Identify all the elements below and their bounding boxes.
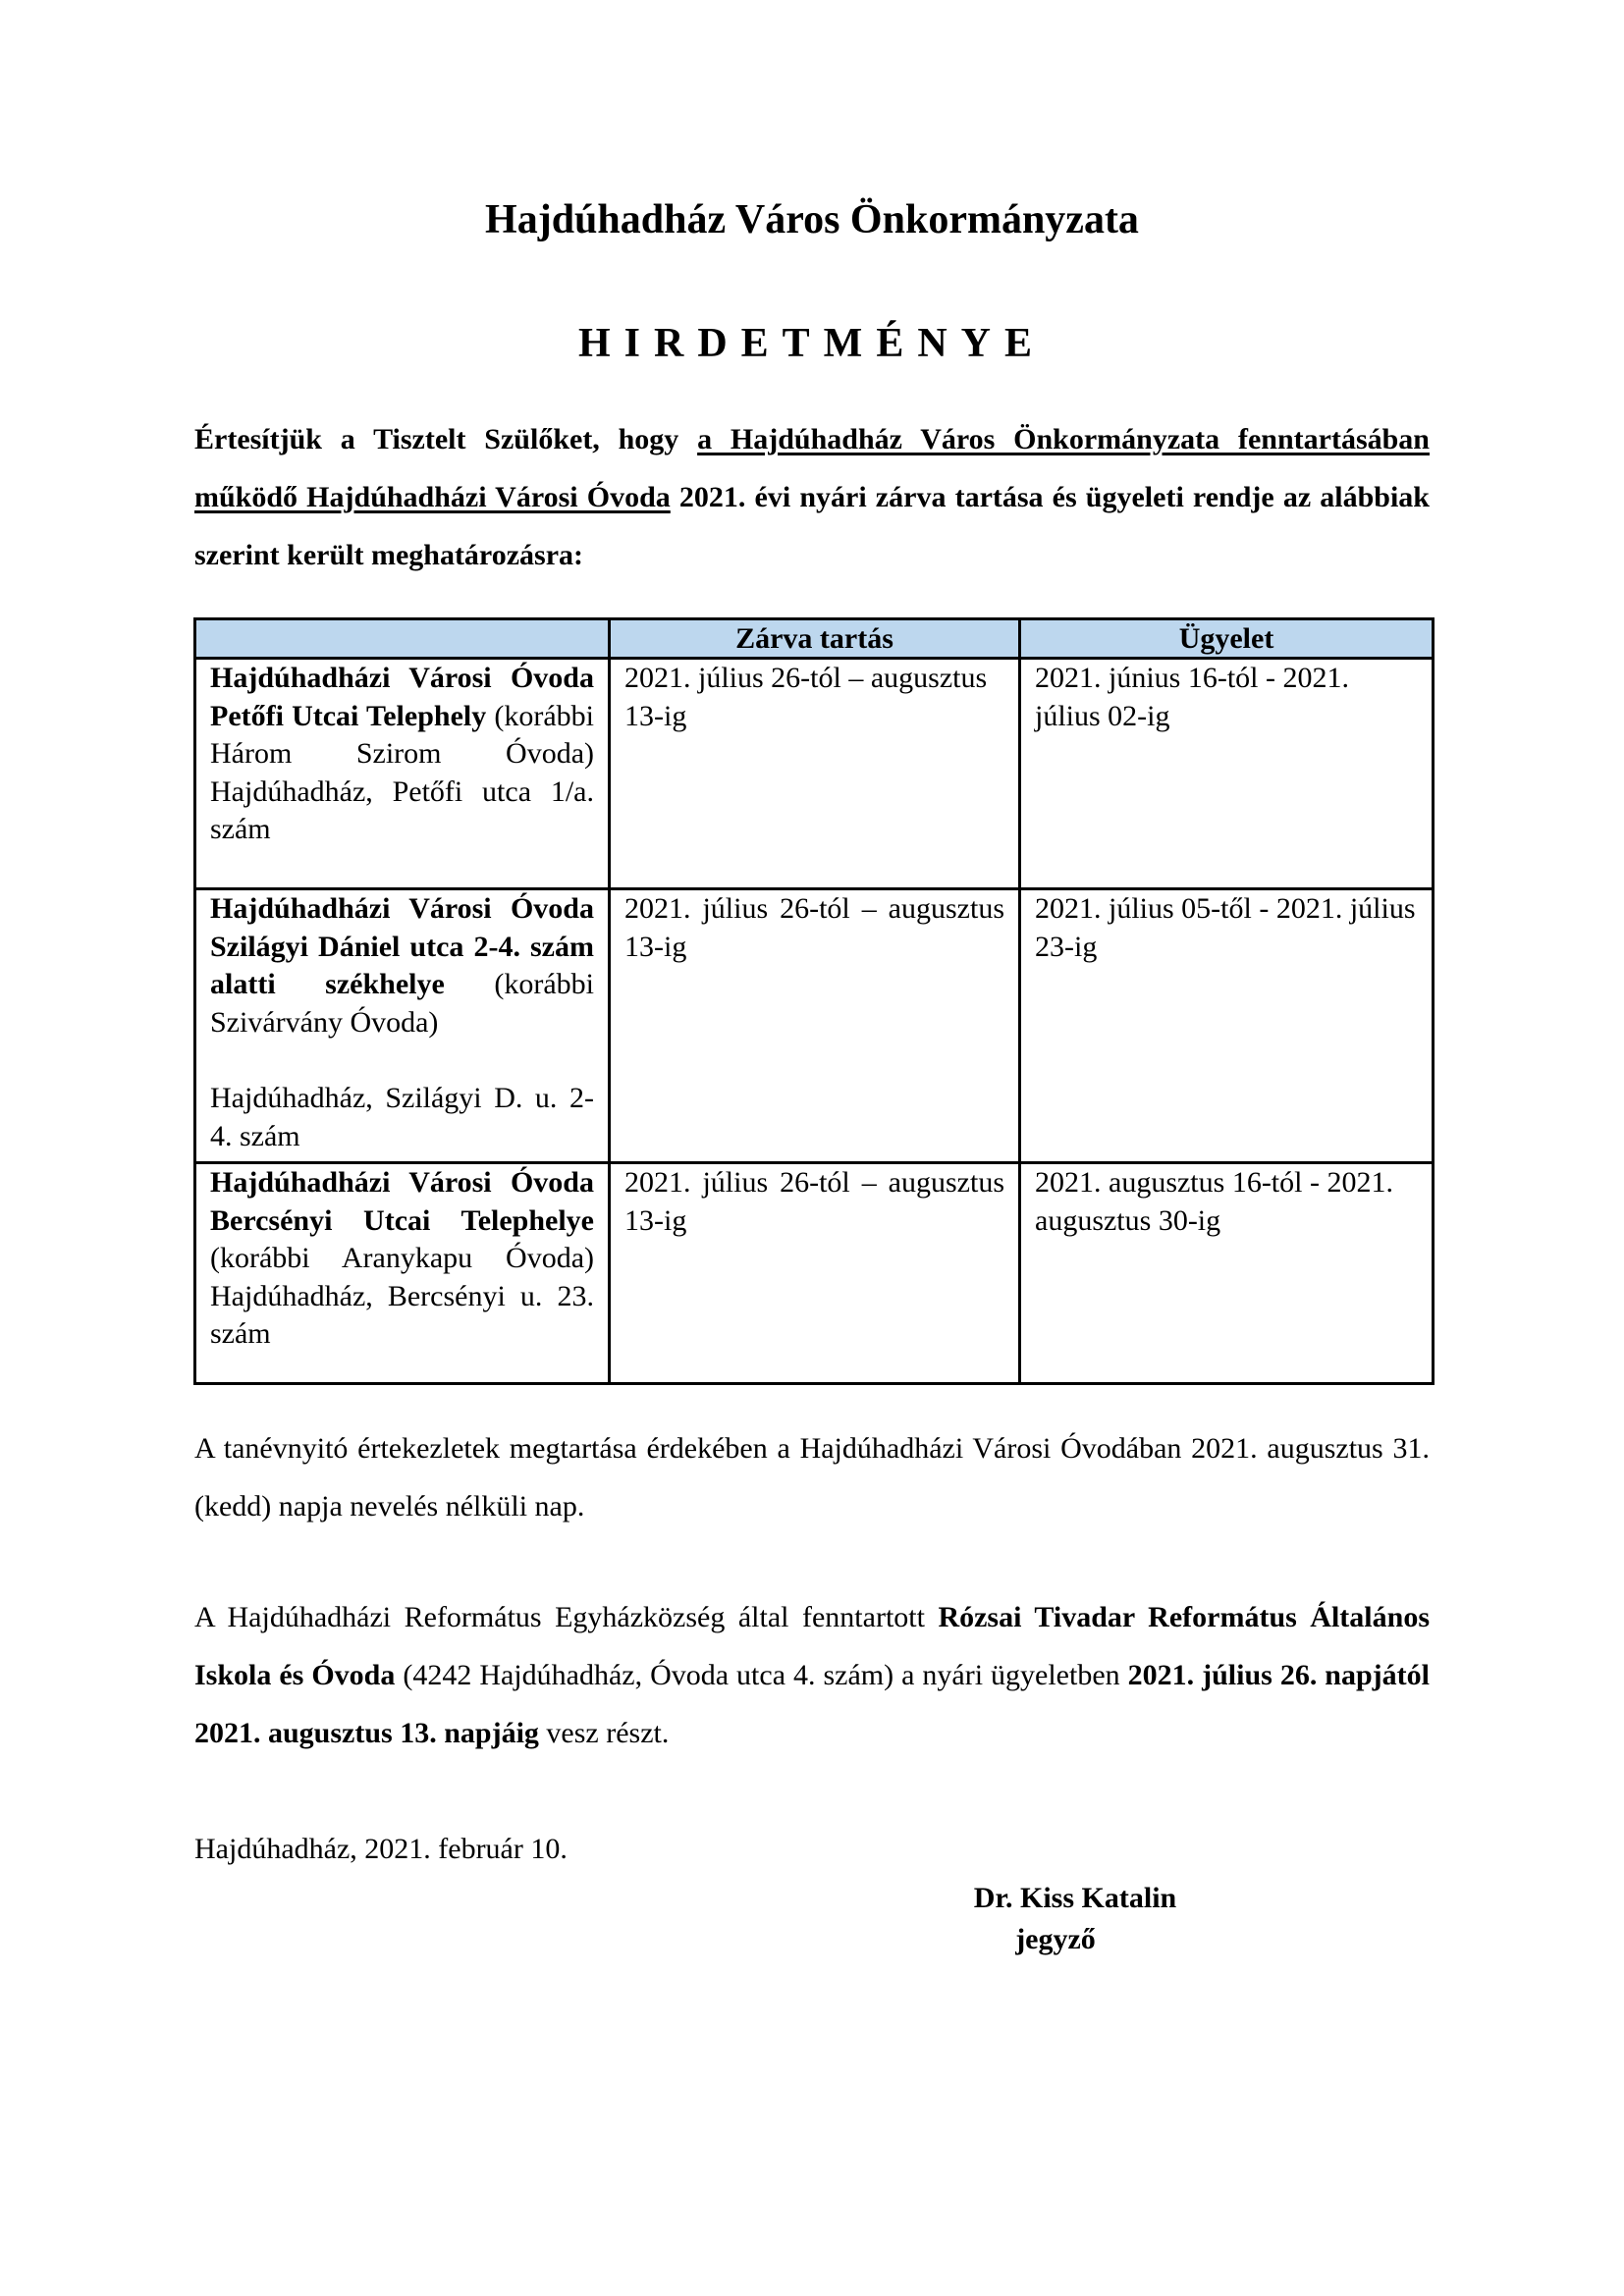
- paragraph-text: (4242 Hajdúhadház, Óvoda utca 4. szám) a nyári ügyeletben: [395, 1659, 1128, 1691]
- closed-period-cell: 2021. július 26-tól – augusztus 13-ig: [610, 659, 1020, 889]
- paragraph-text: vesz részt.: [538, 1717, 670, 1749]
- site-name: Hajdúhadházi Városi Óvoda Petőfi Utcai Telephely: [210, 662, 594, 732]
- duty-period-cell: 2021. július 05-től - 2021. július 23-ig: [1020, 889, 1434, 1163]
- site-name: Hajdúhadházi Városi Óvoda Bercsényi Utcai Telephelye: [210, 1166, 594, 1237]
- notice-heading: HIRDETMÉNYE: [577, 321, 1047, 366]
- place-date: Hajdúhadház, 2021. február 10.: [194, 1833, 568, 1865]
- site-details: (korábbi Három Szirom Óvoda) Hajdúhadház, Petőfi utca 1/a. szám: [210, 699, 594, 846]
- page-title: Hajdúhadház Város Önkormányzata: [485, 197, 1139, 242]
- closed-period-cell: 2021. július 26-tól – augusztus 13-ig: [610, 1163, 1020, 1384]
- intro-paragraph: [194, 410, 1430, 584]
- site-details: (korábbi Aranykapu Óvoda) Hajdúhadház, Bercsényi u. 23. szám: [210, 1242, 594, 1351]
- header-site: [195, 619, 610, 659]
- schedule-table: [193, 617, 1435, 1385]
- site-cell: [195, 889, 610, 1163]
- intro-underlined: a Hajdúhadház Város Önkormányzata fenntartásában működő Hajdúhadházi Városi Óvoda: [194, 423, 1430, 513]
- header-duty: Ügyelet: [1020, 619, 1434, 659]
- site-cell: [195, 659, 610, 889]
- duty-period-cell: 2021. június 16-tól - 2021. július 02-ig: [1020, 659, 1434, 889]
- header-closed: Zárva tartás: [610, 619, 1020, 659]
- closed-period-cell: 2021. július 26-tól – augusztus 13-ig: [610, 889, 1020, 1163]
- site-name: Hajdúhadházi Városi Óvoda Szilágyi Dániel utca 2-4. szám alatti székhelye: [210, 892, 594, 1001]
- intro-lead: Értesítjük a Tisztelt Szülőket, hogy: [194, 423, 698, 455]
- school-name: Rózsai Tivadar Református Általános Iskola és Óvoda: [194, 1601, 1430, 1691]
- site-cell: [195, 1163, 610, 1384]
- intro-rest: 2021. évi nyári zárva tartása és ügyeleti rendje az alábbiak szerint került meghatározásra:: [194, 481, 1430, 571]
- table-row: [195, 1163, 1434, 1384]
- site-details: (korábbi Szivárvány Óvoda): [210, 968, 594, 1039]
- table-header-row: [195, 619, 1434, 659]
- duty-dates: 2021. július 26. napjától 2021. augusztus 13. napjáig: [194, 1659, 1430, 1749]
- duty-period-cell: 2021. augusztus 16-tól - 2021. augusztus 30-ig: [1020, 1163, 1434, 1384]
- table-row: [195, 659, 1434, 889]
- signatory-name: Dr. Kiss Katalin: [973, 1882, 1177, 1914]
- table-row: [195, 889, 1434, 1163]
- reformed-school-paragraph: [194, 1588, 1430, 1762]
- paragraph-text: A Hajdúhadházi Református Egyházközség által fenntartott: [194, 1601, 939, 1633]
- teacher-meeting-paragraph: A tanévnyitó értekezletek megtartása érdekében a Hajdúhadházi Városi Óvodában 2021. augusztus 31. (kedd) napja nevelés nélküli nap.: [194, 1432, 1430, 1522]
- signatory-role: jegyző: [1015, 1923, 1096, 1955]
- site-address: Hajdúhadház, Szilágyi D. u. 2-4. szám: [210, 1081, 594, 1152]
